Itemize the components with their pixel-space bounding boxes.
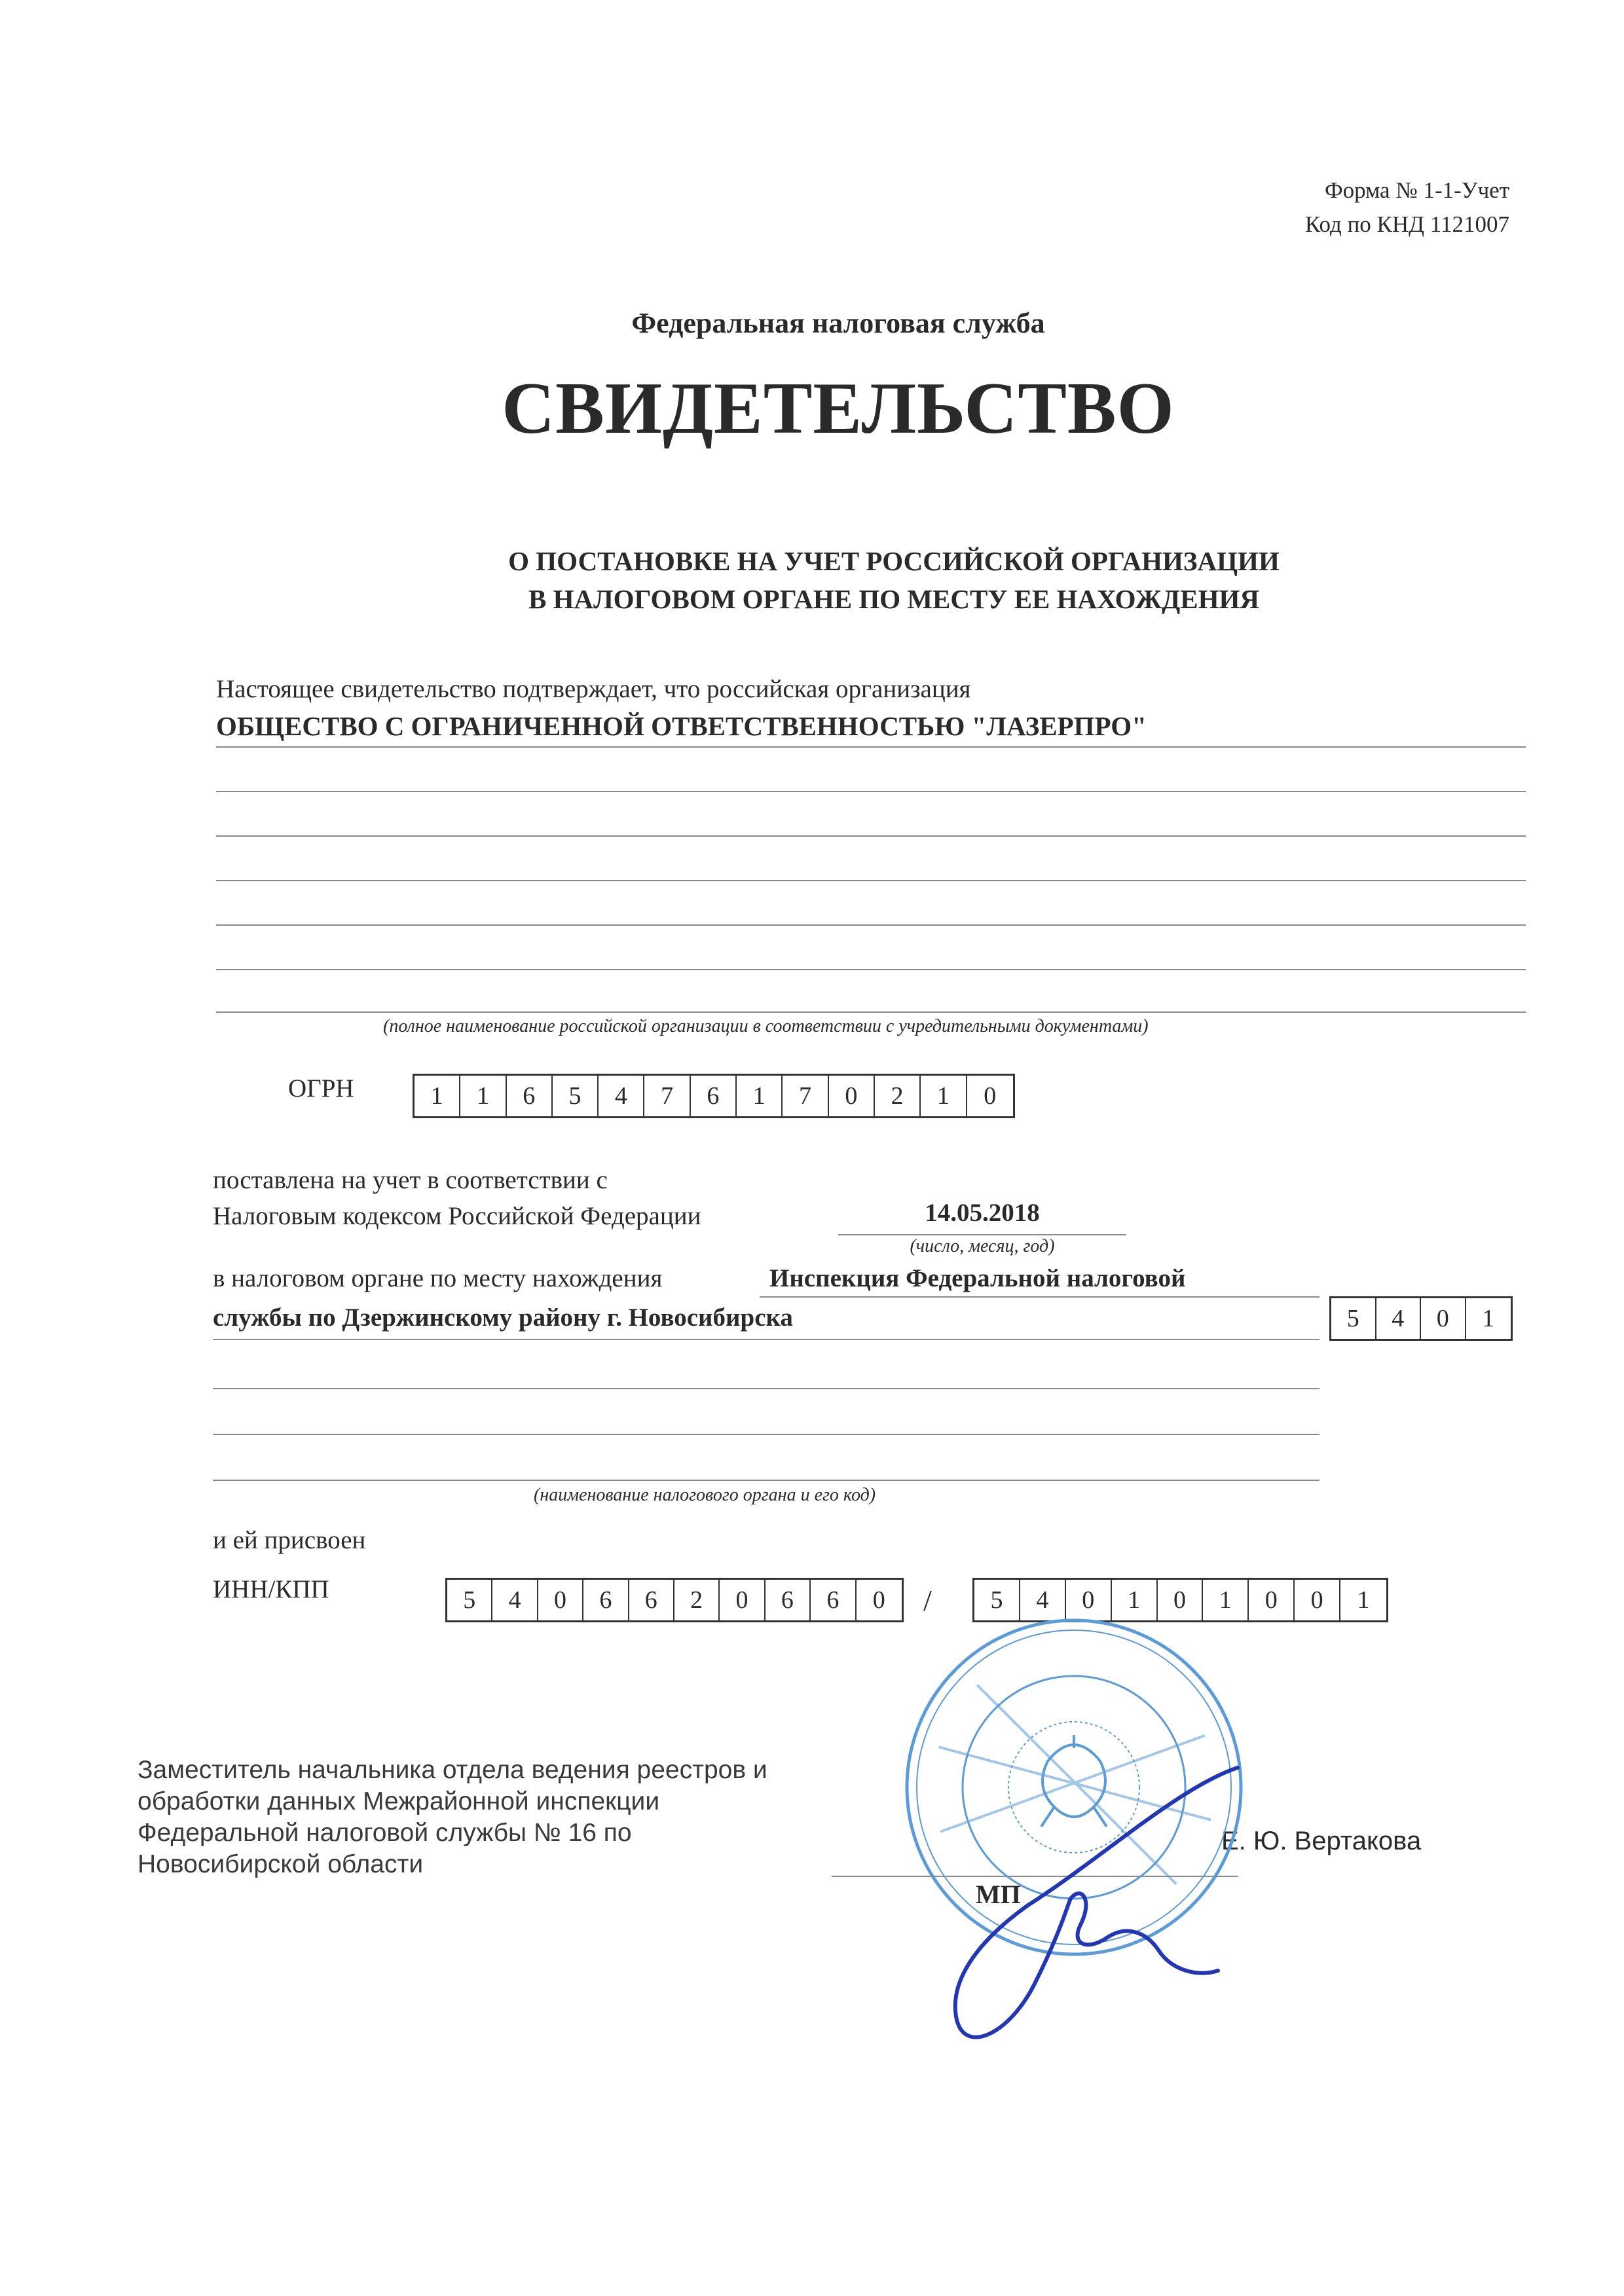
inn-digit: 0 [872,1586,885,1614]
tax-authority-line-3 [213,1388,1320,1389]
tax-authority-line-4 [213,1434,1320,1435]
signatory-name: Е. Ю. Вертакова [1221,1827,1422,1855]
form-number: Форма № 1-1-Учет [1325,177,1509,203]
tax-authority-name-line-1: Инспекция Федеральной налоговой [769,1264,1186,1292]
ogrn-digit: 4 [599,1076,644,1116]
tax-authority-code-digit: 5 [1331,1298,1376,1339]
tax-authority-code-digit: 0 [1421,1298,1466,1339]
inn-digit: 5 [447,1580,492,1620]
document-title: СВИДЕТЕЛЬСТВО [502,368,1175,449]
ogrn-digit: 1 [737,1076,783,1116]
signatory-line-1: Заместитель начальника отдела ведения реестров и [138,1756,767,1784]
tax-authority-prefix: в налоговом органе по месту нахождения [213,1264,663,1292]
ogrn-digit: 7 [644,1076,690,1116]
kpp-digit: 4 [1020,1580,1066,1620]
ogrn-digit: 0 [829,1076,875,1116]
ogrn-digit: 7 [783,1076,828,1116]
date-note: (число, месяц, год) [910,1236,1055,1256]
signatory-line-2: обработки данных Межрайонной инспекции [138,1787,660,1815]
seal-label: МП [976,1880,1021,1909]
ogrn-digit: 1 [415,1076,460,1116]
knd-code: Код по КНД 1121007 [1304,211,1509,237]
ogrn-digit: 2 [875,1076,921,1116]
ogrn-digit: 6 [507,1076,553,1116]
registration-line-1: поставлена на учет в соответствии с [213,1166,608,1194]
kpp-digit: 5 [974,1580,1020,1620]
inn-digit: 6 [811,1580,856,1620]
kpp-digit: 0 [1249,1580,1295,1620]
inn-kpp-label: ИНН/КПП [213,1575,329,1603]
ogrn-digit: 6 [691,1076,737,1116]
subtitle-line-1: О ПОСТАНОВКЕ НА УЧЕТ РОССИЙСКОЙ ОРГАНИЗАЦИИ [508,546,1280,576]
intro-text: Настоящее свидетельство подтверждает, что российская организация [216,675,971,703]
inn-boxes [445,1578,904,1622]
tax-authority-note: (наименование налогового органа и его код) [534,1485,876,1505]
inn-digit: 2 [674,1580,720,1620]
org-line-7 [216,1011,1526,1013]
ogrn-digit: 1 [460,1076,506,1116]
kpp-digit: 1 [1357,1586,1370,1614]
kpp-digit: 1 [1112,1580,1158,1620]
inn-kpp-separator: / [923,1584,932,1617]
document-subtitle [0,542,1624,618]
signatory-position [138,1755,767,1880]
inn-digit: 6 [583,1580,629,1620]
org-line-4 [216,880,1526,881]
subtitle-line-2: В НАЛОГОВОМ ОРГАНЕ ПО МЕСТУ ЕЕ НАХОЖДЕНИЯ [528,584,1260,614]
org-line-2 [216,791,1526,792]
tax-authority-line-1 [760,1296,1320,1298]
inn-digit: 6 [766,1580,811,1620]
organization-name: ОБЩЕСТВО С ОГРАНИЧЕННОЙ ОТВЕТСТВЕННОСТЬЮ "ЛАЗЕРПРО" [216,711,1147,741]
tax-authority-name-line-2: службы по Дзержинскому району г. Новосибирска [213,1303,793,1332]
form-header [1305,173,1509,242]
kpp-digit: 0 [1295,1580,1340,1620]
kpp-digit: 0 [1066,1580,1112,1620]
ogrn-boxes [413,1074,1015,1118]
ogrn-digit: 0 [984,1082,997,1110]
tax-authority-code-digit: 4 [1376,1298,1422,1339]
inn-digit: 0 [538,1580,583,1620]
ogrn-digit: 5 [553,1076,599,1116]
tax-authority-line-2 [213,1339,1320,1340]
signatory-line-3: Федеральной налоговой службы № 16 по [138,1819,632,1847]
inn-digit: 0 [720,1580,765,1620]
ogrn-label: ОГРН [288,1074,354,1102]
registration-date: 14.05.2018 [925,1199,1040,1227]
inn-digit: 4 [492,1580,538,1620]
org-line-1 [216,746,1526,748]
inn-digit: 6 [629,1580,674,1620]
kpp-digit: 1 [1203,1580,1249,1620]
org-line-5 [216,924,1526,926]
organization-name-note: (полное наименование российской организации в соответствии с учредительными документами) [383,1016,1149,1036]
assigned-text: и ей присвоен [213,1526,366,1554]
tax-authority-line-5 [213,1480,1320,1481]
registration-line-2: Налоговым кодексом Российской Федерации [213,1202,701,1230]
tax-authority-code-boxes [1329,1296,1513,1341]
ogrn-digit: 1 [921,1076,967,1116]
kpp-digit: 0 [1158,1580,1204,1620]
agency-name: Федеральная налоговая служба [631,307,1045,339]
org-line-3 [216,835,1526,837]
tax-authority-code-digit: 1 [1482,1305,1495,1332]
signatory-line-4: Новосибирской области [138,1850,424,1878]
org-line-6 [216,969,1526,970]
date-line [838,1234,1126,1235]
